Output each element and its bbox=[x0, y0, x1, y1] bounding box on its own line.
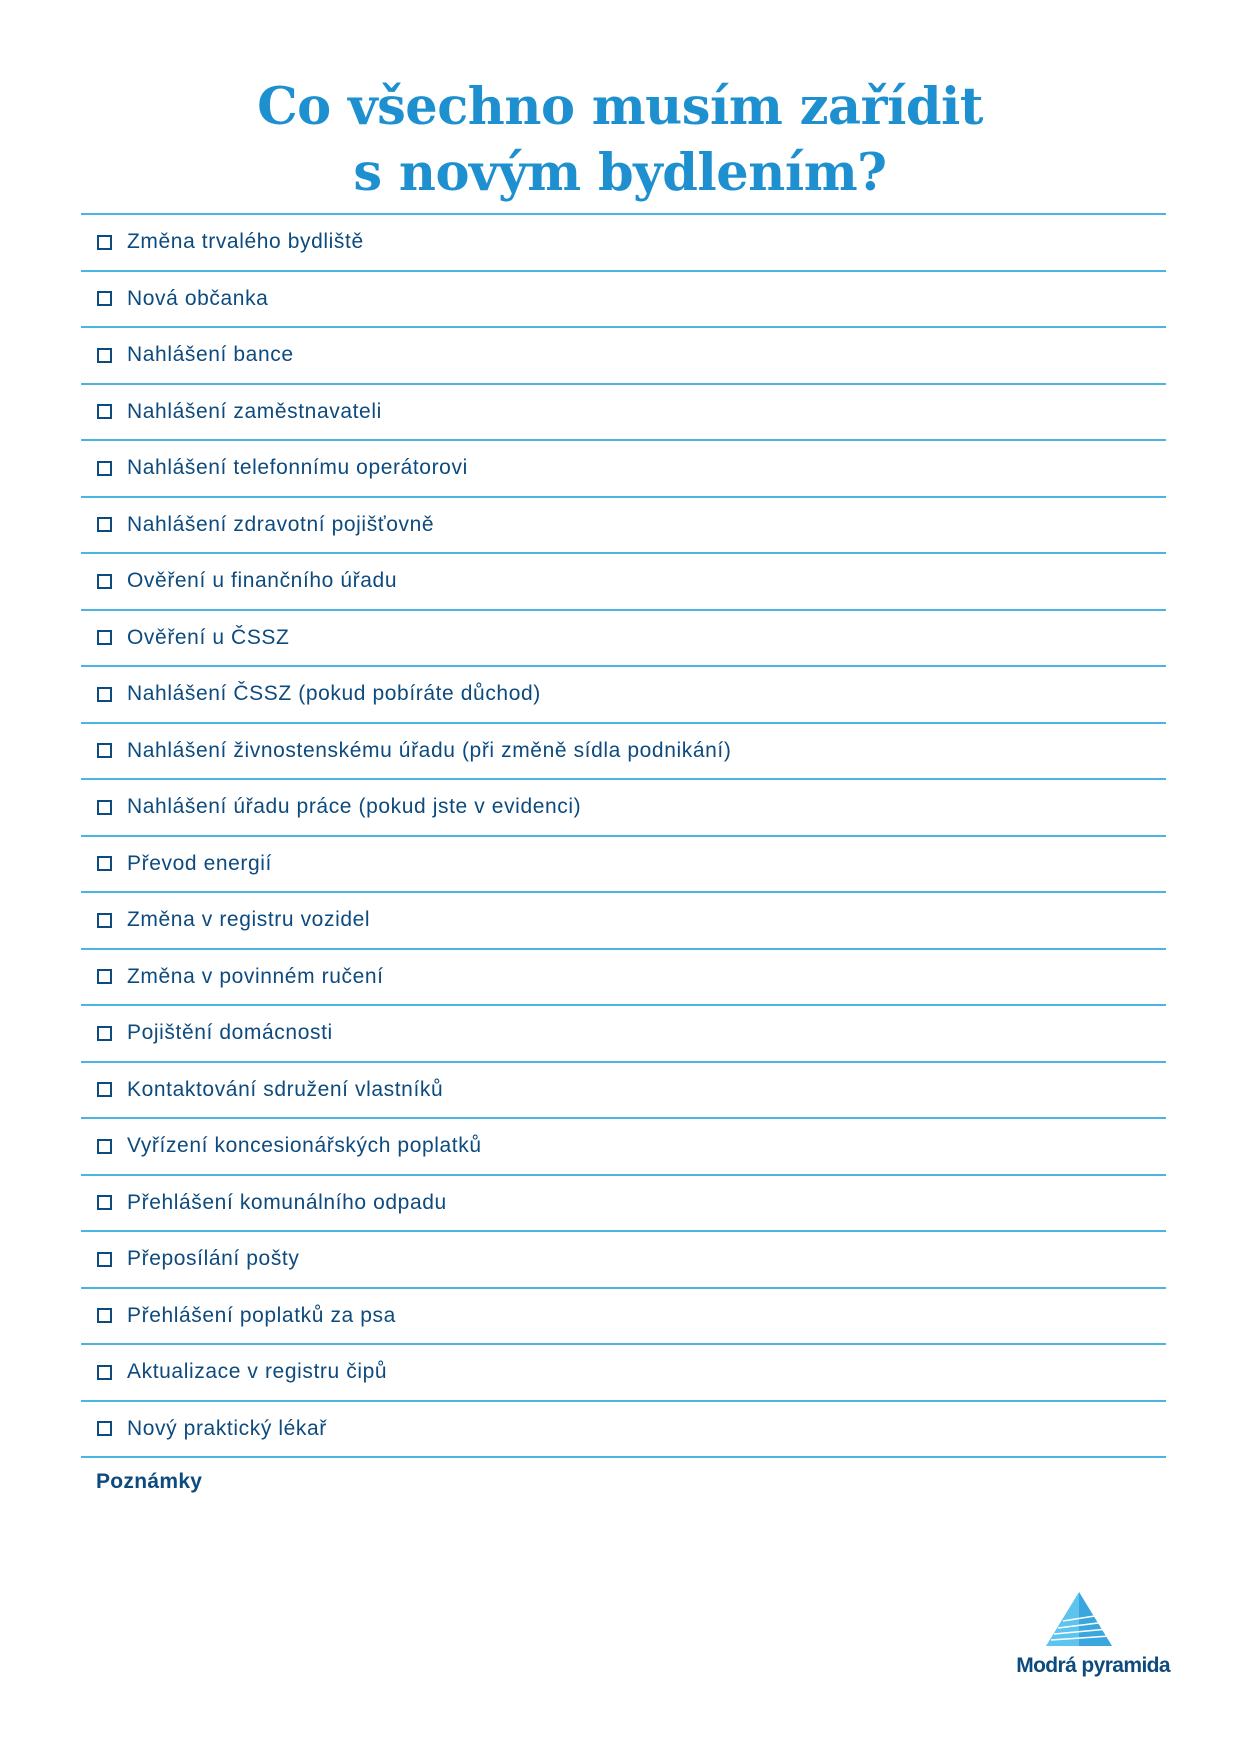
checkbox-icon[interactable] bbox=[97, 743, 112, 758]
checklist-item-label: Přeposílání pošty bbox=[127, 1247, 300, 1271]
checklist-item-label: Nahlášení zdravotní pojišťovně bbox=[127, 512, 435, 536]
checklist-item-label: Přehlášení poplatků za psa bbox=[127, 1303, 396, 1327]
checklist-item[interactable] bbox=[81, 780, 1166, 837]
checkbox-icon[interactable] bbox=[97, 404, 112, 419]
checklist bbox=[81, 213, 1166, 1458]
checklist-item-label: Změna v povinném ručení bbox=[127, 964, 384, 988]
checklist-item-label: Kontaktování sdružení vlastníků bbox=[127, 1077, 444, 1101]
pyramid-icon bbox=[1046, 1592, 1112, 1648]
checklist-item[interactable] bbox=[81, 1289, 1166, 1346]
checkbox-icon[interactable] bbox=[97, 348, 112, 363]
notes-heading: Poznámky bbox=[96, 1470, 203, 1493]
checkbox-icon[interactable] bbox=[97, 1139, 112, 1154]
checkbox-icon[interactable] bbox=[97, 235, 112, 250]
checkbox-icon[interactable] bbox=[97, 1082, 112, 1097]
checklist-item[interactable] bbox=[81, 1232, 1166, 1289]
checklist-item[interactable] bbox=[81, 441, 1166, 498]
checklist-item[interactable] bbox=[81, 328, 1166, 385]
checkbox-icon[interactable] bbox=[97, 687, 112, 702]
checklist-item-label: Aktualizace v registru čipů bbox=[127, 1360, 388, 1384]
checklist-item-label: Nahlášení telefonnímu operátorovi bbox=[127, 456, 468, 480]
checklist-item[interactable] bbox=[81, 950, 1166, 1007]
checkbox-icon[interactable] bbox=[97, 517, 112, 532]
checklist-item[interactable] bbox=[81, 1063, 1166, 1120]
checklist-item[interactable] bbox=[81, 1176, 1166, 1233]
checklist-item-label: Nahlášení živnostenskému úřadu (při změně sídla podnikání) bbox=[127, 738, 732, 762]
checklist-item-label: Nahlášení bance bbox=[127, 343, 294, 367]
checkbox-icon[interactable] bbox=[97, 1026, 112, 1041]
checklist-item[interactable] bbox=[81, 215, 1166, 272]
checklist-item-label: Nová občanka bbox=[127, 286, 269, 310]
checklist-item[interactable] bbox=[81, 385, 1166, 442]
checkbox-icon[interactable] bbox=[97, 574, 112, 589]
checklist-item[interactable] bbox=[81, 1345, 1166, 1402]
checklist-item[interactable] bbox=[81, 724, 1166, 781]
page-title-line-2: s novým bydlením? bbox=[353, 143, 887, 204]
checkbox-icon[interactable] bbox=[97, 1252, 112, 1267]
checklist-item-label: Převod energií bbox=[127, 851, 272, 875]
checklist-item[interactable] bbox=[81, 1006, 1166, 1063]
checkbox-icon[interactable] bbox=[97, 461, 112, 476]
checkbox-icon[interactable] bbox=[97, 630, 112, 645]
brand-logo bbox=[990, 1592, 1170, 1682]
checklist-item-label: Změna trvalého bydliště bbox=[127, 230, 364, 254]
checklist-item[interactable] bbox=[81, 272, 1166, 329]
checklist-item-label: Nový praktický lékař bbox=[127, 1416, 327, 1440]
checklist-item[interactable] bbox=[81, 554, 1166, 611]
checklist-item-label: Nahlášení zaměstnavateli bbox=[127, 399, 382, 423]
checklist-item[interactable] bbox=[81, 837, 1166, 894]
checklist-item-label: Ověření u finančního úřadu bbox=[127, 569, 398, 593]
brand-name: Modrá pyramida bbox=[1016, 1654, 1170, 1677]
checklist-item[interactable] bbox=[81, 667, 1166, 724]
page-title bbox=[0, 74, 1240, 206]
checklist-item[interactable] bbox=[81, 498, 1166, 555]
checkbox-icon[interactable] bbox=[97, 1195, 112, 1210]
checklist-item-label: Vyřízení koncesionářských poplatků bbox=[127, 1134, 482, 1158]
checkbox-icon[interactable] bbox=[97, 856, 112, 871]
checklist-item[interactable] bbox=[81, 611, 1166, 668]
checkbox-icon[interactable] bbox=[97, 291, 112, 306]
checklist-item[interactable] bbox=[81, 1119, 1166, 1176]
checklist-item[interactable] bbox=[81, 1402, 1166, 1459]
checklist-item[interactable] bbox=[81, 893, 1166, 950]
checklist-item-label: Ověření u ČSSZ bbox=[127, 625, 290, 649]
checklist-item-label: Nahlášení ČSSZ (pokud pobíráte důchod) bbox=[127, 682, 541, 706]
checkbox-icon[interactable] bbox=[97, 800, 112, 815]
checklist-item-label: Pojištění domácnosti bbox=[127, 1021, 333, 1045]
page-title-line-1: Co všechno musím zařídit bbox=[257, 77, 983, 138]
checklist-item-label: Přehlášení komunálního odpadu bbox=[127, 1190, 447, 1214]
checkbox-icon[interactable] bbox=[97, 913, 112, 928]
checkbox-icon[interactable] bbox=[97, 969, 112, 984]
checkbox-icon[interactable] bbox=[97, 1365, 112, 1380]
checkbox-icon[interactable] bbox=[97, 1308, 112, 1323]
checkbox-icon[interactable] bbox=[97, 1421, 112, 1436]
checklist-item-label: Nahlášení úřadu práce (pokud jste v evidenci) bbox=[127, 795, 582, 819]
checklist-item-label: Změna v registru vozidel bbox=[127, 908, 371, 932]
